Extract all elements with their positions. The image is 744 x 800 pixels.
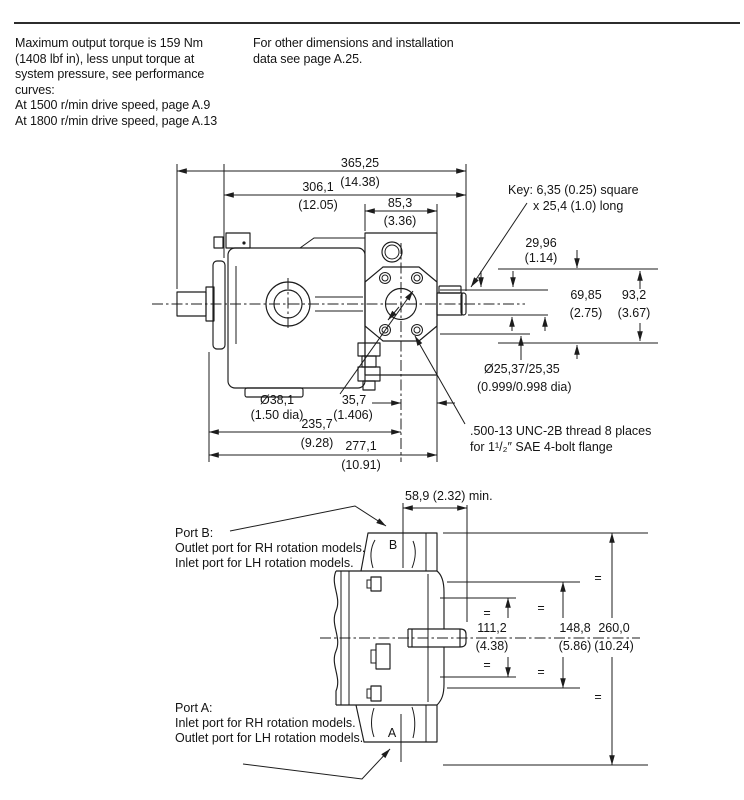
dim-mount-length-in: (9.28) — [300, 436, 334, 450]
equal-mark: = — [483, 606, 491, 620]
dim-body-length-mm: 306,1 — [302, 180, 334, 194]
equal-mark: = — [483, 658, 491, 672]
equal-mark: = — [594, 571, 602, 585]
dim-flange-width-mm: 85,3 — [387, 196, 413, 210]
side-view-dimension-text — [251, 156, 652, 472]
dim-pilot-dia-mm: Ø38,1 — [259, 393, 295, 407]
note-line: For other dimensions and installation — [253, 36, 454, 50]
port-b-note-line-1: Port B: — [175, 526, 214, 540]
port-a-note-line-1: Port A: — [175, 701, 213, 715]
dim-flange-width-in: (3.36) — [383, 214, 417, 228]
thread-note-line-1: .500-13 UNC-2B thread 8 places — [470, 424, 652, 438]
equal-mark: = — [594, 690, 602, 704]
dim-body-span-mm: 148,8 — [559, 621, 591, 635]
dim-shaft-center-mm: 69,85 — [570, 288, 602, 302]
dim-port-span-mm: 111,2 — [477, 621, 507, 635]
dim-pilot-offset-in: (1.406) — [333, 408, 373, 422]
equal-mark: = — [537, 665, 545, 679]
dim-pilot-dia-in: (1.50 dia) — [250, 408, 304, 422]
dim-overall-length-in: (14.38) — [340, 175, 380, 189]
dim-overall-height-mm: 260,0 — [598, 621, 630, 635]
port-b-letter: B — [388, 538, 398, 552]
note-line: (1408 lbf in), less unput torque at — [15, 51, 195, 66]
port-b-note-line-3: Inlet port for LH rotation models. — [175, 556, 354, 570]
dim-port-span-in: (4.38) — [475, 639, 509, 653]
dim-body-length-in: (12.05) — [298, 198, 338, 212]
dim-body-span-in: (5.86) — [558, 639, 592, 653]
dim-shaft-dia-mm: Ø25,37/25,35 — [484, 362, 560, 376]
end-view-text — [175, 489, 634, 745]
equal-mark: = — [537, 601, 545, 615]
port-a-letter: A — [387, 726, 397, 740]
key-note-line-2: x 25,4 (1.0) long — [533, 199, 624, 213]
note-line: Maximum output torque is 159 Nm — [15, 36, 203, 50]
end-view-bolts — [367, 577, 390, 701]
dim-mount-length-mm: 235,7 — [301, 417, 333, 431]
key-note-line-1: Key: 6,35 (0.25) square — [508, 183, 639, 197]
side-view-body-outline — [177, 233, 437, 397]
dim-overall-length-mm: 365,25 — [340, 156, 380, 170]
dim-total-length-in: (10.91) — [341, 458, 381, 472]
note-line: At 1500 r/min drive speed, page A.9 — [15, 98, 211, 113]
dim-key-height-mm: 29,96 — [525, 236, 557, 250]
dim-shaft-dia-in: (0.999/0.998 dia) — [477, 380, 572, 394]
dim-total-length-mm: 277,1 — [345, 439, 377, 453]
dim-shaft-top-in: (3.67) — [617, 306, 651, 320]
note-line: data see page A.25. — [253, 51, 363, 66]
dim-overall-height-in: (10.24) — [594, 639, 634, 653]
dim-pilot-offset-mm: 35,7 — [341, 393, 367, 407]
dim-shaft-top-mm: 93,2 — [621, 288, 647, 302]
port-b-note-line-2: Outlet port for RH rotation models. — [175, 541, 366, 555]
port-a-note-line-3: Outlet port for LH rotation models. — [175, 731, 364, 745]
port-a-note-line-2: Inlet port for RH rotation models. — [175, 716, 356, 730]
dim-shaft-center-in: (2.75) — [569, 306, 603, 320]
note-line: At 1800 r/min drive speed, page A.13 — [15, 113, 218, 128]
dim-port-clearance: 58,9 (2.32) min. — [405, 489, 493, 503]
note-line: curves: — [15, 82, 55, 97]
dim-key-height-in: (1.14) — [524, 251, 558, 265]
thread-note-line-2: for 1¹/₂″ SAE 4-bolt flange — [470, 440, 613, 454]
note-line: system pressure, see performance — [15, 67, 205, 82]
